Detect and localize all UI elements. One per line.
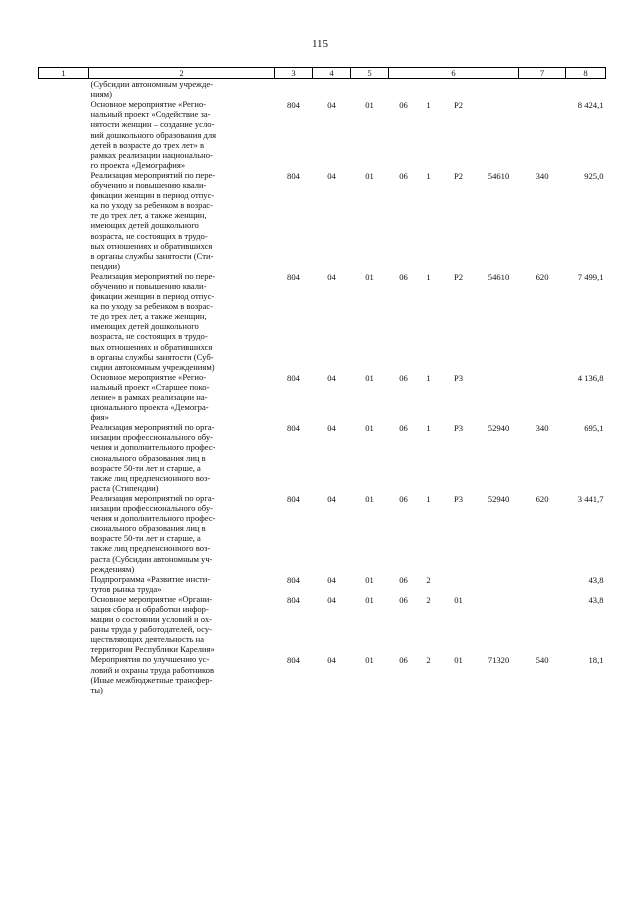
row-name: Реализация мероприятий по орга- низации профессионального обу- чения и дополнительного профес- сионального образования лиц в возрасте 50-ти лет и старше, а также лиц предпенсионного воз- раста (Субсидии автономным уч- реждениям) — [90, 492, 216, 574]
row-name: Реализация мероприятий по пере- обучению и повышению квали- фикации женщин в период отпус- ка по уходу за ребенком в возрас- те до трех лет, а также женщин, имеющих детей дошкольного возраста, не состоящих в трудо- вых отношениях и обратившихся в органы службы занятости (Суб- сидии автономным учреждениям) — [90, 270, 216, 372]
cell-cs-subprogram: 1 — [426, 423, 431, 434]
row-name: Реализация мероприятий по пере- обучению и повышению квали- фикации женщин в период отпус- ка по уходу за ребенком в возрас- те до трех лет, а также женщин, имеющих детей дошкольного возраста, не состоящих в трудо- вых отношениях и обратившихся в органы службы занятости (Сти- пендии) — [90, 169, 216, 271]
table-row — [39, 372, 606, 422]
cell-cs-measure: 01 — [454, 655, 463, 666]
cell-col1 — [39, 170, 89, 271]
col-header-2: 2 — [89, 68, 275, 79]
cell-cs-program: 06 — [399, 655, 408, 666]
cell-amount: 4 136,8 — [577, 372, 604, 383]
cell-col1 — [39, 271, 89, 372]
cell-pr: 01 — [365, 100, 374, 111]
cell-cs-subprogram: 1 — [426, 271, 431, 282]
budget-table — [38, 67, 606, 695]
cell-vr — [519, 574, 566, 594]
table-row — [39, 654, 606, 694]
cell-pr: 01 — [365, 372, 374, 383]
cell-cs-program: 06 — [399, 170, 408, 181]
cell-cs-measure — [439, 79, 479, 100]
cell-col1 — [39, 594, 89, 655]
cell-cs-direction: 52940 — [487, 493, 510, 504]
cell-vr — [519, 99, 566, 170]
table-row — [39, 493, 606, 574]
page-number: 115 — [311, 38, 329, 50]
cell-cs-measure: 01 — [454, 594, 463, 605]
col-header-4: 4 — [313, 68, 351, 79]
cell-col1 — [39, 79, 89, 100]
cell-vr: 620 — [535, 493, 549, 504]
row-name: Реализация мероприятий по орга- низации профессионального обу- чения и дополнительного профес- сионального образования лиц в возрасте 50-ти лет и старше, а также лиц предпенсионного воз- раста (Стипендии) — [90, 422, 216, 493]
cell-col1 — [39, 654, 89, 694]
cell-gr: 804 — [287, 574, 300, 585]
cell-gr: 804 — [287, 423, 300, 434]
cell-cs-direction — [479, 574, 519, 594]
cell-pr: 01 — [365, 655, 374, 666]
cell-gr: 804 — [287, 372, 300, 383]
cell-col1 — [39, 422, 89, 493]
cell-gr — [275, 79, 313, 100]
cell-cs-direction: 52940 — [487, 423, 510, 434]
cell-cs-program: 06 — [399, 372, 408, 383]
cell-cs-subprogram: 2 — [426, 594, 431, 605]
cell-cs-subprogram: 2 — [426, 574, 431, 585]
cell-cs-program: 06 — [399, 493, 408, 504]
cell-amount: 3 441,7 — [577, 493, 604, 504]
cell-cs-subprogram: 1 — [426, 170, 431, 181]
cell-vr: 540 — [535, 655, 549, 666]
cell-gr: 804 — [287, 655, 300, 666]
cell-pr: 01 — [365, 170, 374, 181]
cell-rz: 04 — [327, 423, 336, 434]
cell-cs-program: 06 — [399, 100, 408, 111]
cell-amount: 925,0 — [584, 170, 604, 181]
row-name: Подпрограмма «Развитие инсти- тутов рынка труда» — [90, 573, 211, 594]
cell-cs-direction: 54610 — [487, 170, 510, 181]
col-header-7: 7 — [519, 68, 566, 79]
cell-cs-measure: P2 — [453, 271, 464, 282]
cell-amount: 695,1 — [584, 423, 604, 434]
table-row — [39, 79, 606, 100]
cell-gr: 804 — [287, 170, 300, 181]
cell-cs-direction — [479, 79, 519, 100]
cell-gr: 804 — [287, 493, 300, 504]
col-header-6: 6 — [389, 68, 519, 79]
cell-amount: 7 499,1 — [577, 271, 604, 282]
cell-pr: 01 — [365, 423, 374, 434]
table-row — [39, 594, 606, 655]
cell-gr: 804 — [287, 594, 300, 605]
cell-cs-program: 06 — [399, 574, 408, 585]
cell-vr — [519, 79, 566, 100]
cell-cs-measure: P3 — [453, 372, 464, 383]
col-header-8: 8 — [566, 68, 606, 79]
table-row — [39, 99, 606, 170]
table-body — [39, 79, 606, 695]
cell-rz: 04 — [327, 170, 336, 181]
col-header-3: 3 — [275, 68, 313, 79]
cell-cs-subprogram — [419, 79, 439, 100]
cell-cs-subprogram: 1 — [426, 493, 431, 504]
cell-rz: 04 — [327, 655, 336, 666]
cell-cs-direction: 71320 — [487, 655, 510, 666]
cell-amount: 18,1 — [588, 655, 604, 666]
row-name: Основное мероприятие «Органи- зация сбора и обработки инфор- мации о состоянии условий и ох- раны труда у работодателей, осу- ществляющих деятельность на территории Республики Карелия» — [90, 593, 215, 655]
cell-pr: 01 — [365, 493, 374, 504]
cell-amount — [566, 79, 606, 100]
table-row — [39, 170, 606, 271]
cell-cs-measure: P3 — [453, 493, 464, 504]
cell-cs-program: 06 — [399, 271, 408, 282]
cell-cs-program: 06 — [399, 423, 408, 434]
cell-pr: 01 — [365, 594, 374, 605]
cell-rz: 04 — [327, 493, 336, 504]
cell-rz: 04 — [327, 100, 336, 111]
row-name: (Субсидии автономным учрежде- ниям) — [90, 79, 214, 100]
cell-gr: 804 — [287, 271, 300, 282]
cell-cs-direction: 54610 — [487, 271, 510, 282]
cell-amount: 43,8 — [588, 574, 604, 585]
cell-vr: 620 — [535, 271, 549, 282]
cell-col1 — [39, 372, 89, 422]
table-row — [39, 271, 606, 372]
col-header-1: 1 — [39, 68, 89, 79]
cell-vr: 340 — [535, 423, 549, 434]
cell-cs-subprogram: 1 — [426, 372, 431, 383]
cell-gr: 804 — [287, 100, 300, 111]
cell-cs-direction — [479, 99, 519, 170]
cell-rz: 04 — [327, 372, 336, 383]
cell-cs-program — [389, 79, 419, 100]
cell-rz: 04 — [327, 271, 336, 282]
cell-rz: 04 — [327, 594, 336, 605]
cell-col1 — [39, 493, 89, 574]
cell-amount: 8 424,1 — [577, 100, 604, 111]
cell-cs-direction — [479, 372, 519, 422]
cell-rz: 04 — [327, 574, 336, 585]
cell-cs-program: 06 — [399, 594, 408, 605]
table-header — [39, 68, 606, 79]
cell-cs-measure: P2 — [453, 170, 464, 181]
cell-pr: 01 — [365, 271, 374, 282]
cell-rz — [313, 79, 351, 100]
cell-cs-subprogram: 1 — [426, 100, 431, 111]
table-row — [39, 422, 606, 493]
cell-cs-measure: P2 — [453, 100, 464, 111]
cell-vr: 340 — [535, 170, 549, 181]
table-row — [39, 574, 606, 594]
col-header-5: 5 — [351, 68, 389, 79]
cell-col1 — [39, 99, 89, 170]
cell-vr — [519, 372, 566, 422]
cell-cs-measure: P3 — [453, 423, 464, 434]
row-name: Мероприятия по улучшению ус- ловий и охраны труда работников (Иные межбюджетные трансфер- ты) — [90, 654, 215, 695]
row-name: Основное мероприятие «Регио- нальный проект «Старшее поко- ление» в рамках реализации на- ционального проекта «Демогра- фия» — [90, 371, 210, 423]
cell-cs-direction — [479, 594, 519, 655]
cell-pr — [351, 79, 389, 100]
cell-pr: 01 — [365, 574, 374, 585]
cell-cs-subprogram: 2 — [426, 655, 431, 666]
cell-amount: 43,8 — [588, 594, 604, 605]
cell-col1 — [39, 574, 89, 594]
cell-vr — [519, 594, 566, 655]
cell-cs-measure — [439, 574, 479, 594]
row-name: Основное мероприятие «Регио- нальный проект «Содействие за- нятости женщин – создание усло- вий дошкольного образования для детей в возрасте до трех лет» в рамках реализации национально- го проекта «Демография» — [90, 99, 217, 170]
